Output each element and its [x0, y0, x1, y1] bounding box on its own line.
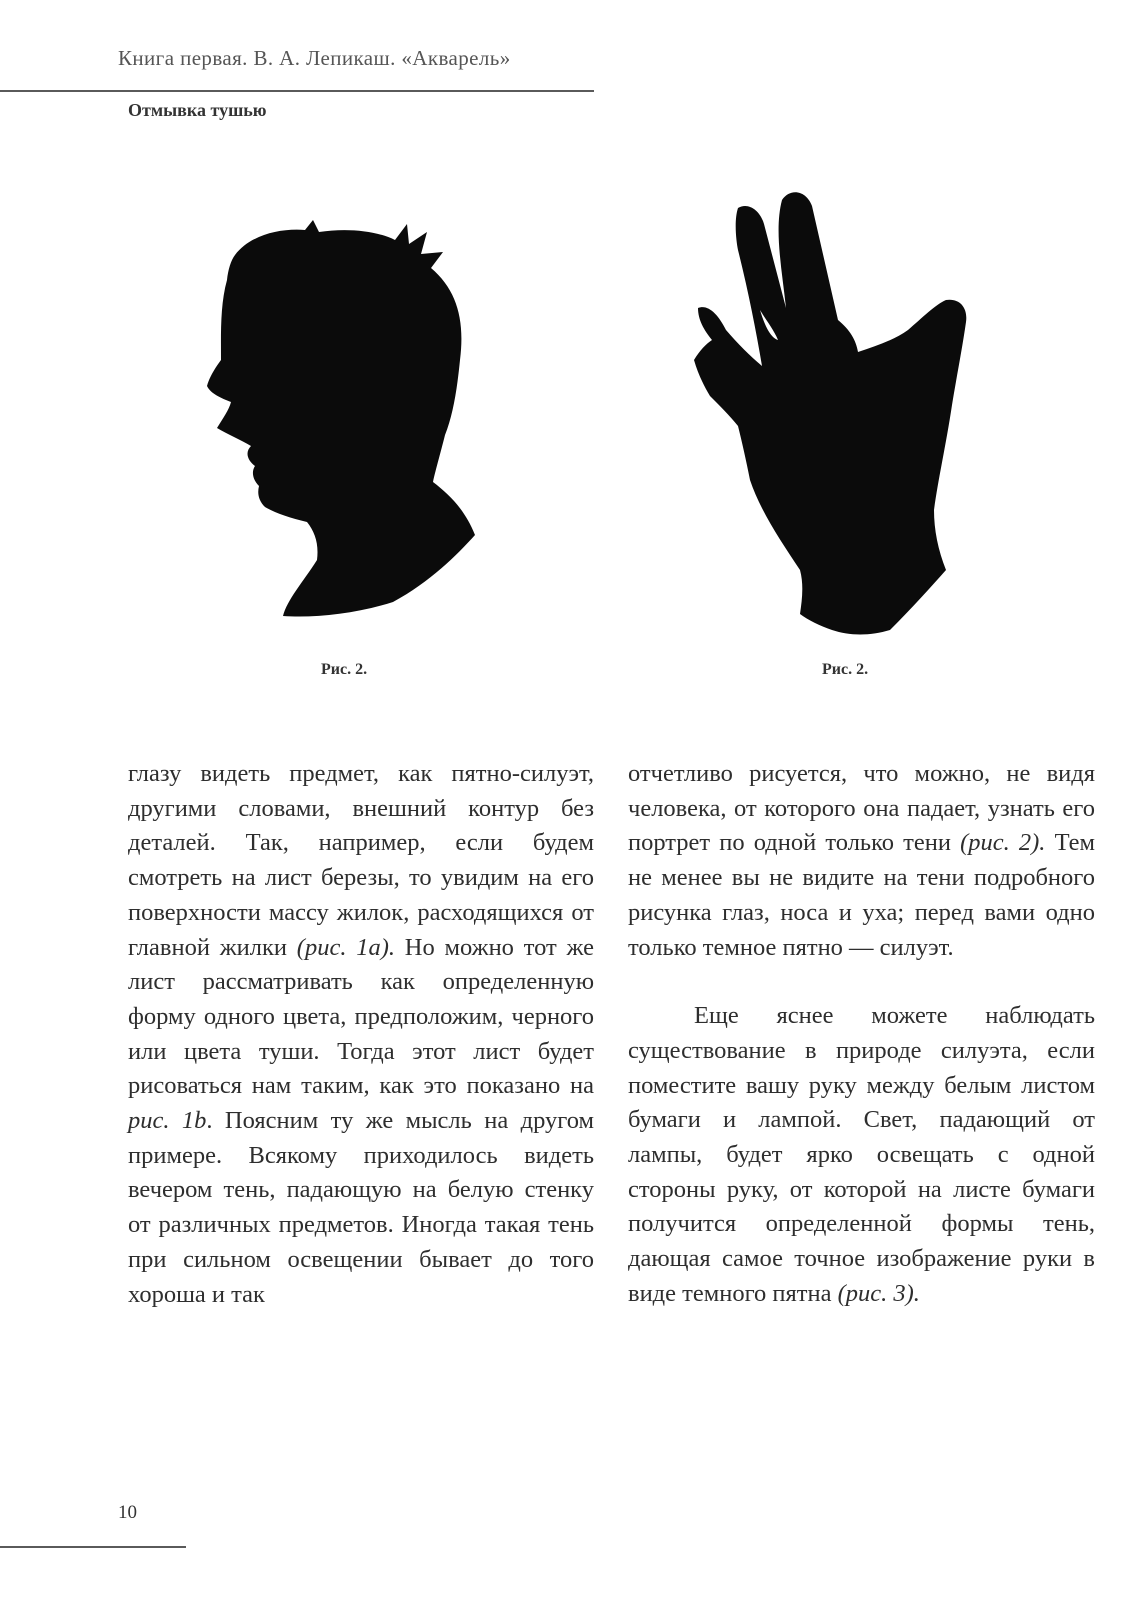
- text-run: отчетливо рисуется, что можно, не видя человека, от которого она падает, узнать его портрет по одной только тени: [628, 760, 1095, 857]
- text-column-right: [628, 757, 1095, 1312]
- figure-reference: рис. 1b: [128, 1107, 207, 1135]
- figure-reference: (рис. 1a).: [296, 933, 395, 961]
- child-profile-silhouette-icon: [195, 210, 495, 630]
- paragraph: [628, 999, 1095, 1311]
- header-rule: [0, 90, 594, 92]
- figure-caption-right: Рис. 2.: [822, 661, 869, 678]
- text-run: . Поясним ту же мысль на другом примере. Всякому приходилось видеть вечером тень, падающую на белую стенку от различных предметов. Иногда такая тень при сильном освещении бывает до того хороша и так: [128, 1107, 594, 1308]
- section-title: Отмывка тушью: [128, 100, 267, 120]
- text-run: Но можно тот же лист рассматривать как определенную форму одного цвета, предположим, черного или цвета туши. Тогда этот лист будет рисоваться нам таким, как это показано на: [128, 933, 594, 1100]
- paragraph: [128, 757, 594, 1312]
- hand-silhouette-icon: [690, 180, 1010, 640]
- page-number: 10: [118, 1502, 137, 1523]
- text-run: Тем не менее вы не видите на тени подробного рисунка глаз, носа и уха; перед вами одно только темное пятно — силуэт.: [628, 829, 1095, 961]
- text-column-left: [128, 757, 594, 1312]
- text-run: Еще яснее можете наблюдать существование в природе силуэта, если поместите вашу руку между белым листом бумаги и лампой. Свет, падающий от лампы, будет ярко освещать с одной стороны руку, от которой на листе бумаги получится определенной формы тень, дающая самое точное изображение руки в виде темного пятна: [628, 1002, 1095, 1307]
- footer-rule: [0, 1546, 186, 1548]
- figure-reference: (рис. 2).: [960, 829, 1046, 857]
- paragraph: [628, 757, 1095, 965]
- figure-caption-left: Рис. 2.: [321, 661, 368, 678]
- running-head: Книга первая. В. А. Лепикаш. «Акварель»: [118, 46, 511, 70]
- text-run: глазу видеть предмет, как пятно-силуэт, другими словами, внешний контур без деталей. Так, например, если будем смотреть на лист березы, то увидим на его поверхности массу жилок, расходящихся от главной жилки: [128, 760, 594, 961]
- figure-reference: (рис. 3).: [837, 1279, 920, 1307]
